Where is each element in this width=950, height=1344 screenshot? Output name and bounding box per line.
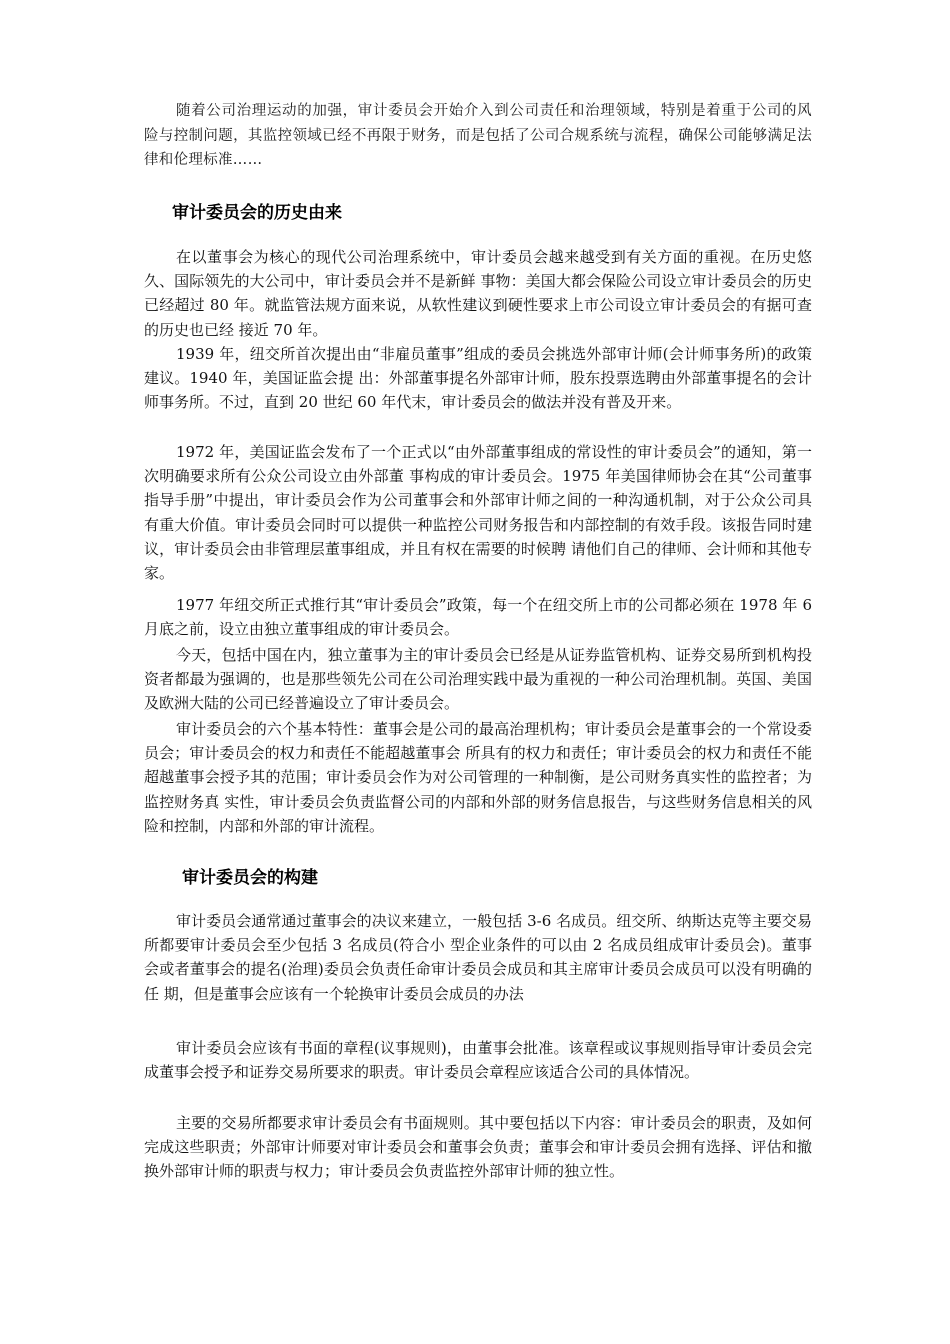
history-paragraph-3: 1972 年，美国证监会发布了一个正式以“由外部董事组成的常设性的审计委员会”的通知，第一次明确要求所有公众公司设立由外部董 事构成的审计委员会。1975 年美国律师协会在其“公司董事指导手册”中提出，审计委员会作为公司董事会和外部审计师之间的一种沟通机制，对于公众公司具 有重大价值。审计委员会同时可以提供一种监控公司财务报告和内部控制的有效手段。该报告同时建议，审计委员会由非管理层董事组成，并且有权在需要的时候聘 请他们自己的律师、会计师和其他专家。 <box>144 443 812 583</box>
section-heading-history: 审计委员会的历史由来 <box>172 203 342 223</box>
history-paragraph-4: 1977 年纽交所正式推行其“审计委员会”政策，每一个在纽交所上市的公司都必须在 1978 年 6 月底之前，设立由独立董事组成的审计委员会。 <box>144 596 812 639</box>
construction-paragraph-1: 审计委员会通常通过董事会的决议来建立，一般包括 3-6 名成员。纽交所、纳斯达克等主要交易所都要审计委员会至少包括 3 名成员(符合小 型企业条件的可以由 2 名成员组成审计委员会)。董事会或者董事会的提名(治理)委员会负责任命审计委员会成员和其主席审计委员会成员可以没有明确的任 期，但是董事会应该有一个轮换审计委员会成员的办法 <box>144 912 812 1003</box>
intro-paragraph: 随着公司治理运动的加强，审计委员会开始介入到公司责任和治理领域，特别是着重于公司的风险与控制问题，其监控领域已经不再限于财务，而是包括了公司合规系统与流程，确保公司能够满足法律和伦理标准…… <box>144 103 812 168</box>
history-paragraph-2: 1939 年，纽交所首次提出由“非雇员董事”组成的委员会挑选外部审计师(会计师事务所)的政策建议。1940 年，美国证监会提 出：外部董事提名外部审计师，股东投票选聘由外部董事提名的会计师事务所。不过，直到 20 世纪 60 年代末，审计委员会的做法并没有普及开来。 <box>144 345 812 412</box>
construction-paragraph-3: 主要的交易所都要求审计委员会有书面规则。其中要包括以下内容：审计委员会的职责，及如何完成这些职责；外部审计师要对审计委员会和董事会负责；董事会和审计委员会拥有选择、评估和撤换外部审计师的职责与权力；审计委员会负责监控外部审计师的独立性。 <box>144 1114 812 1181</box>
construction-paragraph-2: 审计委员会应该有书面的章程(议事规则)，由董事会批准。该章程或议事规则指导审计委员会完成董事会授予和证券交易所要求的职责。审计委员会章程应该适合公司的具体情况。 <box>144 1039 812 1082</box>
section-heading-construction: 审计委员会的构建 <box>182 868 318 888</box>
history-paragraph-6: 审计委员会的六个基本特性：董事会是公司的最高治理机构；审计委员会是董事会的一个常设委员会；审计委员会的权力和责任不能超越董事会 所具有的权力和责任；审计委员会的权力和责任不能超越董事会授予其的范围；审计委员会作为对公司管理的一种制衡，是公司财务真实性的监控者；为监控财务真 实性，审计委员会负责监督公司的内部和外部的财务信息报告，与这些财务信息相关的风险和控制，内部和外部的审计流程。 <box>144 720 812 835</box>
history-paragraph-1: 在以董事会为核心的现代公司治理系统中，审计委员会越来越受到有关方面的重视。在历史悠久、国际领先的大公司中，审计委员会并不是新鲜 事物：美国大都会保险公司设立审计委员会的历史已经超过 80 年。就监管法规方面来说，从软性建议到硬性要求上市公司设立审计委员会的有据可查的历史也已经 接近 70 年。 <box>144 248 812 339</box>
history-paragraph-5: 今天，包括中国在内，独立董事为主的审计委员会已经是从证券监管机构、证券交易所到机构投资者都最为强调的，也是那些领先公司在公司治理实践中最为重视的一种公司治理机制。英国、美国及欧洲大陆的公司已经普遍设立了审计委员会。 <box>144 646 812 713</box>
